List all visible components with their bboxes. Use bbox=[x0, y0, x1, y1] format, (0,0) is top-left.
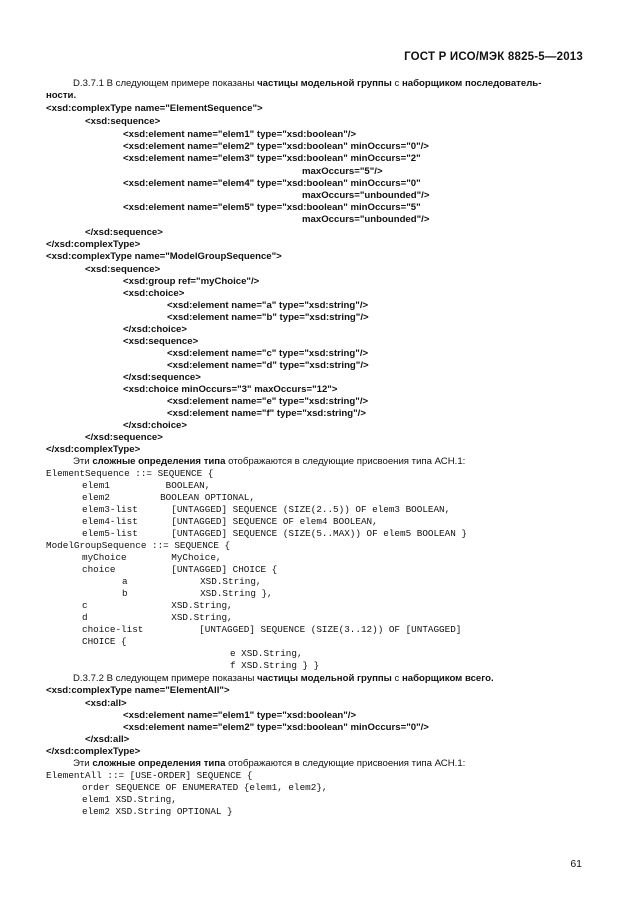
text-line bbox=[46, 90, 76, 102]
text-segment: </xsd:complexType> bbox=[46, 444, 141, 455]
text-segment: </xsd:complexType> bbox=[46, 746, 141, 757]
asn1-code-line bbox=[82, 612, 233, 624]
xsd-code-line bbox=[123, 722, 429, 734]
text-segment: elem1 BOOLEAN, bbox=[82, 480, 211, 491]
text-segment: a XSD.String, bbox=[122, 576, 262, 587]
text-segment: maxOccurs="5"/> bbox=[302, 166, 383, 177]
text-segment: maxOccurs="unbounded"/> bbox=[302, 190, 430, 201]
asn1-code-line bbox=[122, 576, 261, 588]
xsd-code-line bbox=[123, 710, 356, 722]
text-segment: elem3-list [UNTAGGED] SEQUENCE (SIZE(2..5)) OF elem3 BOOLEAN, bbox=[82, 504, 451, 515]
text-line bbox=[73, 673, 494, 685]
text-segment: maxOccurs="unbounded"/> bbox=[302, 214, 430, 225]
text-segment: b XSD.String }, bbox=[122, 588, 273, 599]
text-segment: <xsd:element name="e" type="xsd:string"/> bbox=[167, 396, 369, 407]
text-segment: <xsd:element name="elem5" type="xsd:boolean" minOccurs="5" bbox=[123, 202, 421, 213]
text-line bbox=[73, 78, 541, 90]
text-segment: myChoice MyChoice, bbox=[82, 552, 222, 563]
xsd-code-line bbox=[85, 432, 163, 444]
text-segment: <xsd:element name="elem2" type="xsd:boolean" minOccurs="0"/> bbox=[123, 141, 429, 152]
asn1-code-line bbox=[82, 492, 255, 504]
text-segment: отображаются в следующие присвоения типа АСН.1: bbox=[225, 758, 466, 769]
text-line bbox=[73, 758, 465, 770]
standard-header: ГОСТ Р ИСО/МЭК 8825-5—2013 bbox=[404, 51, 583, 63]
xsd-code-line bbox=[46, 103, 263, 115]
asn1-code-line bbox=[82, 552, 221, 564]
text-segment: elem1 XSD.String, bbox=[82, 794, 177, 805]
asn1-code-line bbox=[230, 660, 319, 672]
text-segment: order SEQUENCE OF ENUMERATED {elem1, elem2}, bbox=[82, 782, 328, 793]
xsd-code-line bbox=[123, 336, 198, 348]
bold-term: сложные определения типа bbox=[92, 758, 226, 769]
text-segment: с bbox=[391, 673, 402, 684]
text-line bbox=[73, 456, 465, 468]
text-segment: <xsd:complexType name="ElementSequence"> bbox=[46, 103, 263, 114]
page-number: 61 bbox=[570, 858, 582, 870]
asn1-code-line bbox=[82, 564, 277, 576]
text-segment: отображаются в следующие присвоения типа АСН.1: bbox=[225, 456, 466, 467]
xsd-code-line bbox=[123, 129, 356, 141]
text-segment: <xsd:element name="d" type="xsd:string"/> bbox=[167, 360, 369, 371]
text-segment: </xsd:all> bbox=[85, 734, 130, 745]
asn1-code-line bbox=[46, 770, 252, 782]
text-segment: CHOICE { bbox=[82, 636, 127, 647]
xsd-code-line bbox=[167, 360, 369, 372]
xsd-code-line bbox=[302, 214, 429, 226]
text-segment: elem5-list [UNTAGGED] SEQUENCE (SIZE(5..MAX)) OF elem5 BOOLEAN } bbox=[82, 528, 467, 539]
text-segment: с bbox=[391, 78, 402, 89]
xsd-code-line bbox=[85, 698, 127, 710]
xsd-code-line bbox=[123, 288, 184, 300]
asn1-code-line bbox=[82, 782, 327, 794]
text-segment: <xsd:group ref="myChoice"/> bbox=[123, 276, 260, 287]
xsd-code-line bbox=[46, 685, 230, 697]
asn1-code-line bbox=[82, 600, 233, 612]
xsd-code-line bbox=[167, 300, 368, 312]
text-segment: choice [UNTAGGED] CHOICE { bbox=[82, 564, 278, 575]
asn1-code-line bbox=[82, 480, 210, 492]
text-segment: choice-list [UNTAGGED] SEQUENCE (SIZE(3..12)) OF [UNTAGGED] bbox=[82, 624, 462, 635]
asn1-code-line bbox=[82, 794, 177, 806]
text-segment: </xsd:sequence> bbox=[85, 432, 163, 443]
text-segment: elem2 XSD.String OPTIONAL } bbox=[82, 806, 233, 817]
text-segment: <xsd:element name="a" type="xsd:string"/> bbox=[167, 300, 369, 311]
xsd-code-line bbox=[46, 444, 140, 456]
xsd-code-line bbox=[85, 116, 160, 128]
text-segment: ElementSequence ::= SEQUENCE { bbox=[46, 468, 214, 479]
text-segment: ElementAll ::= [USE-ORDER] SEQUENCE { bbox=[46, 770, 253, 781]
text-segment: <xsd:element name="f" type="xsd:string"/> bbox=[167, 408, 366, 419]
text-segment: <xsd:sequence> bbox=[123, 336, 199, 347]
asn1-code-line bbox=[82, 528, 467, 540]
bold-term: наборщиком всего. bbox=[402, 673, 494, 684]
text-segment: D.3.7.1 В следующем примере показаны bbox=[73, 78, 258, 89]
xsd-code-line bbox=[302, 190, 429, 202]
text-segment: Эти bbox=[73, 758, 93, 769]
text-segment: </xsd:sequence> bbox=[85, 227, 163, 238]
asn1-code-line bbox=[82, 504, 450, 516]
asn1-code-line bbox=[122, 588, 273, 600]
xsd-code-line bbox=[123, 372, 201, 384]
xsd-code-line bbox=[85, 264, 160, 276]
text-segment: </xsd:sequence> bbox=[123, 372, 201, 383]
text-segment: <xsd:complexType name="ModelGroupSequence"> bbox=[46, 251, 282, 262]
text-segment: <xsd:element name="elem4" type="xsd:boolean" minOccurs="0" bbox=[123, 178, 421, 189]
text-segment: </xsd:choice> bbox=[123, 420, 187, 431]
xsd-code-line bbox=[123, 178, 421, 190]
asn1-code-line bbox=[46, 540, 230, 552]
xsd-code-line bbox=[302, 166, 383, 178]
xsd-code-line bbox=[123, 324, 187, 336]
asn1-code-line bbox=[46, 468, 213, 480]
bold-term: сложные определения типа bbox=[92, 456, 226, 467]
xsd-code-line bbox=[123, 384, 337, 396]
xsd-code-line bbox=[85, 227, 163, 239]
text-segment: <xsd:element name="elem3" type="xsd:boolean" minOccurs="2" bbox=[123, 153, 421, 164]
xsd-code-line bbox=[123, 276, 259, 288]
xsd-code-line bbox=[167, 396, 368, 408]
text-segment: <xsd:element name="elem2" type="xsd:boolean" minOccurs="0"/> bbox=[123, 722, 429, 733]
xsd-code-line bbox=[46, 746, 140, 758]
text-segment: <xsd:element name="elem1" type="xsd:boolean"/> bbox=[123, 710, 357, 721]
text-segment: d XSD.String, bbox=[82, 612, 233, 623]
asn1-code-line bbox=[82, 636, 127, 648]
text-segment: <xsd:choice minOccurs="3" maxOccurs="12"> bbox=[123, 384, 338, 395]
text-segment: Эти bbox=[73, 456, 93, 467]
text-segment: ModelGroupSequence ::= SEQUENCE { bbox=[46, 540, 231, 551]
text-segment: <xsd:complexType name="ElementAll"> bbox=[46, 685, 230, 696]
asn1-code-line bbox=[82, 806, 233, 818]
asn1-code-line bbox=[230, 648, 303, 660]
text-segment: <xsd:element name="c" type="xsd:string"/> bbox=[167, 348, 369, 359]
text-segment: <xsd:sequence> bbox=[85, 264, 161, 275]
text-segment: c XSD.String, bbox=[82, 600, 233, 611]
text-segment: elem2 BOOLEAN OPTIONAL, bbox=[82, 492, 255, 503]
xsd-code-line bbox=[123, 141, 429, 153]
text-segment: <xsd:sequence> bbox=[85, 116, 161, 127]
xsd-code-line bbox=[46, 239, 140, 251]
xsd-code-line bbox=[123, 202, 421, 214]
bold-term: ности. bbox=[46, 90, 77, 101]
text-segment: </xsd:complexType> bbox=[46, 239, 141, 250]
asn1-code-line bbox=[82, 516, 378, 528]
bold-term: частицы модельной группы bbox=[257, 673, 392, 684]
text-segment: f XSD.String } } bbox=[230, 660, 320, 671]
text-segment: <xsd:element name="elem1" type="xsd:boolean"/> bbox=[123, 129, 357, 140]
text-segment: elem4-list [UNTAGGED] SEQUENCE OF elem4 BOOLEAN, bbox=[82, 516, 378, 527]
xsd-code-line bbox=[167, 408, 366, 420]
xsd-code-line bbox=[167, 348, 368, 360]
xsd-code-line bbox=[123, 420, 187, 432]
xsd-code-line bbox=[123, 153, 421, 165]
bold-term: частицы модельной группы bbox=[257, 78, 392, 89]
text-segment: <xsd:choice> bbox=[123, 288, 185, 299]
xsd-code-line bbox=[167, 312, 369, 324]
text-segment: <xsd:element name="b" type="xsd:string"/> bbox=[167, 312, 369, 323]
text-segment: e XSD.String, bbox=[230, 648, 303, 659]
xsd-code-line bbox=[46, 251, 282, 263]
text-segment: </xsd:choice> bbox=[123, 324, 187, 335]
text-segment: D.3.7.2 В следующем примере показаны bbox=[73, 673, 258, 684]
text-segment: <xsd:all> bbox=[85, 698, 127, 709]
bold-term: наборщиком последователь- bbox=[402, 78, 542, 89]
asn1-code-line bbox=[82, 624, 461, 636]
xsd-code-line bbox=[85, 734, 129, 746]
